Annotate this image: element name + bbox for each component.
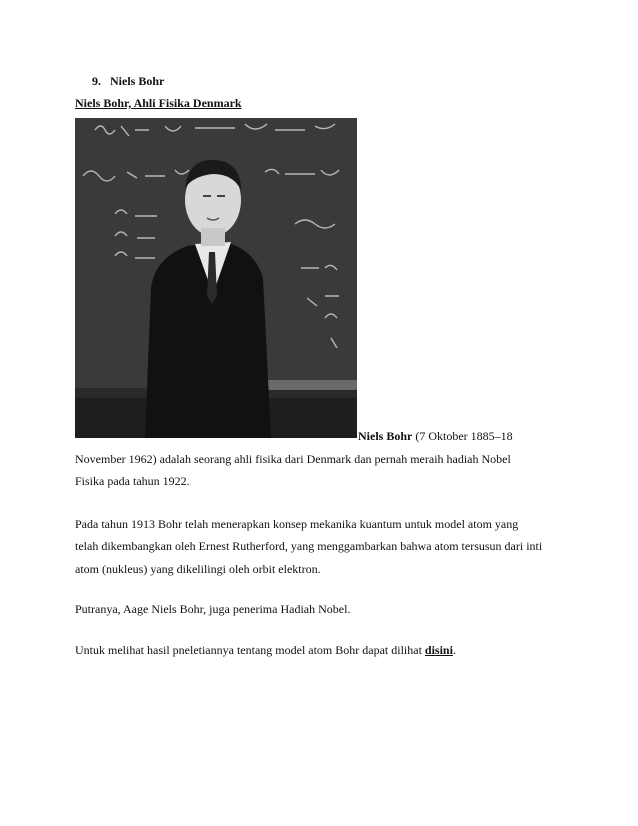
para2-line-2: telah dikembangkan oleh Ernest Rutherford, yang menggambarkan bahwa atom tersusun dari inti — [75, 539, 543, 553]
para4-end: . — [452, 643, 456, 657]
photo-title: Niels Bohr, Ahli Fisika Denmark — [75, 96, 242, 110]
bio-name: Niels Bohr — [358, 429, 413, 443]
section-heading — [92, 74, 164, 89]
para4-text: Untuk melihat hasil pneletiannya tentang model atom Bohr dapat dilihat — [75, 643, 425, 657]
section-number: 9. — [92, 74, 101, 88]
para3: Putranya, Aage Niels Bohr, juga penerima Hadiah Nobel. — [75, 602, 351, 616]
portrait-photo — [75, 118, 357, 438]
bio-line-3: Fisika pada tahun 1922. — [75, 474, 190, 488]
blackboard-portrait-image — [75, 118, 357, 438]
para2-line-1: Pada tahun 1913 Bohr telah menerapkan konsep mekanika kuantum untuk model atom yang — [75, 517, 519, 531]
bio-dates: (7 Oktober 1885–18 — [412, 429, 513, 443]
bio-line-1 — [358, 429, 513, 444]
para4 — [75, 642, 456, 658]
para2-line-3: atom (nukleus) yang dikelilingi oleh orbit elektron. — [75, 562, 321, 576]
section-title: Niels Bohr — [110, 74, 165, 88]
bio-line-2: November 1962) adalah seorang ahli fisika dari Denmark dan pernah meraih hadiah Nobel — [75, 452, 511, 466]
disini-link[interactable]: disini — [424, 643, 453, 657]
